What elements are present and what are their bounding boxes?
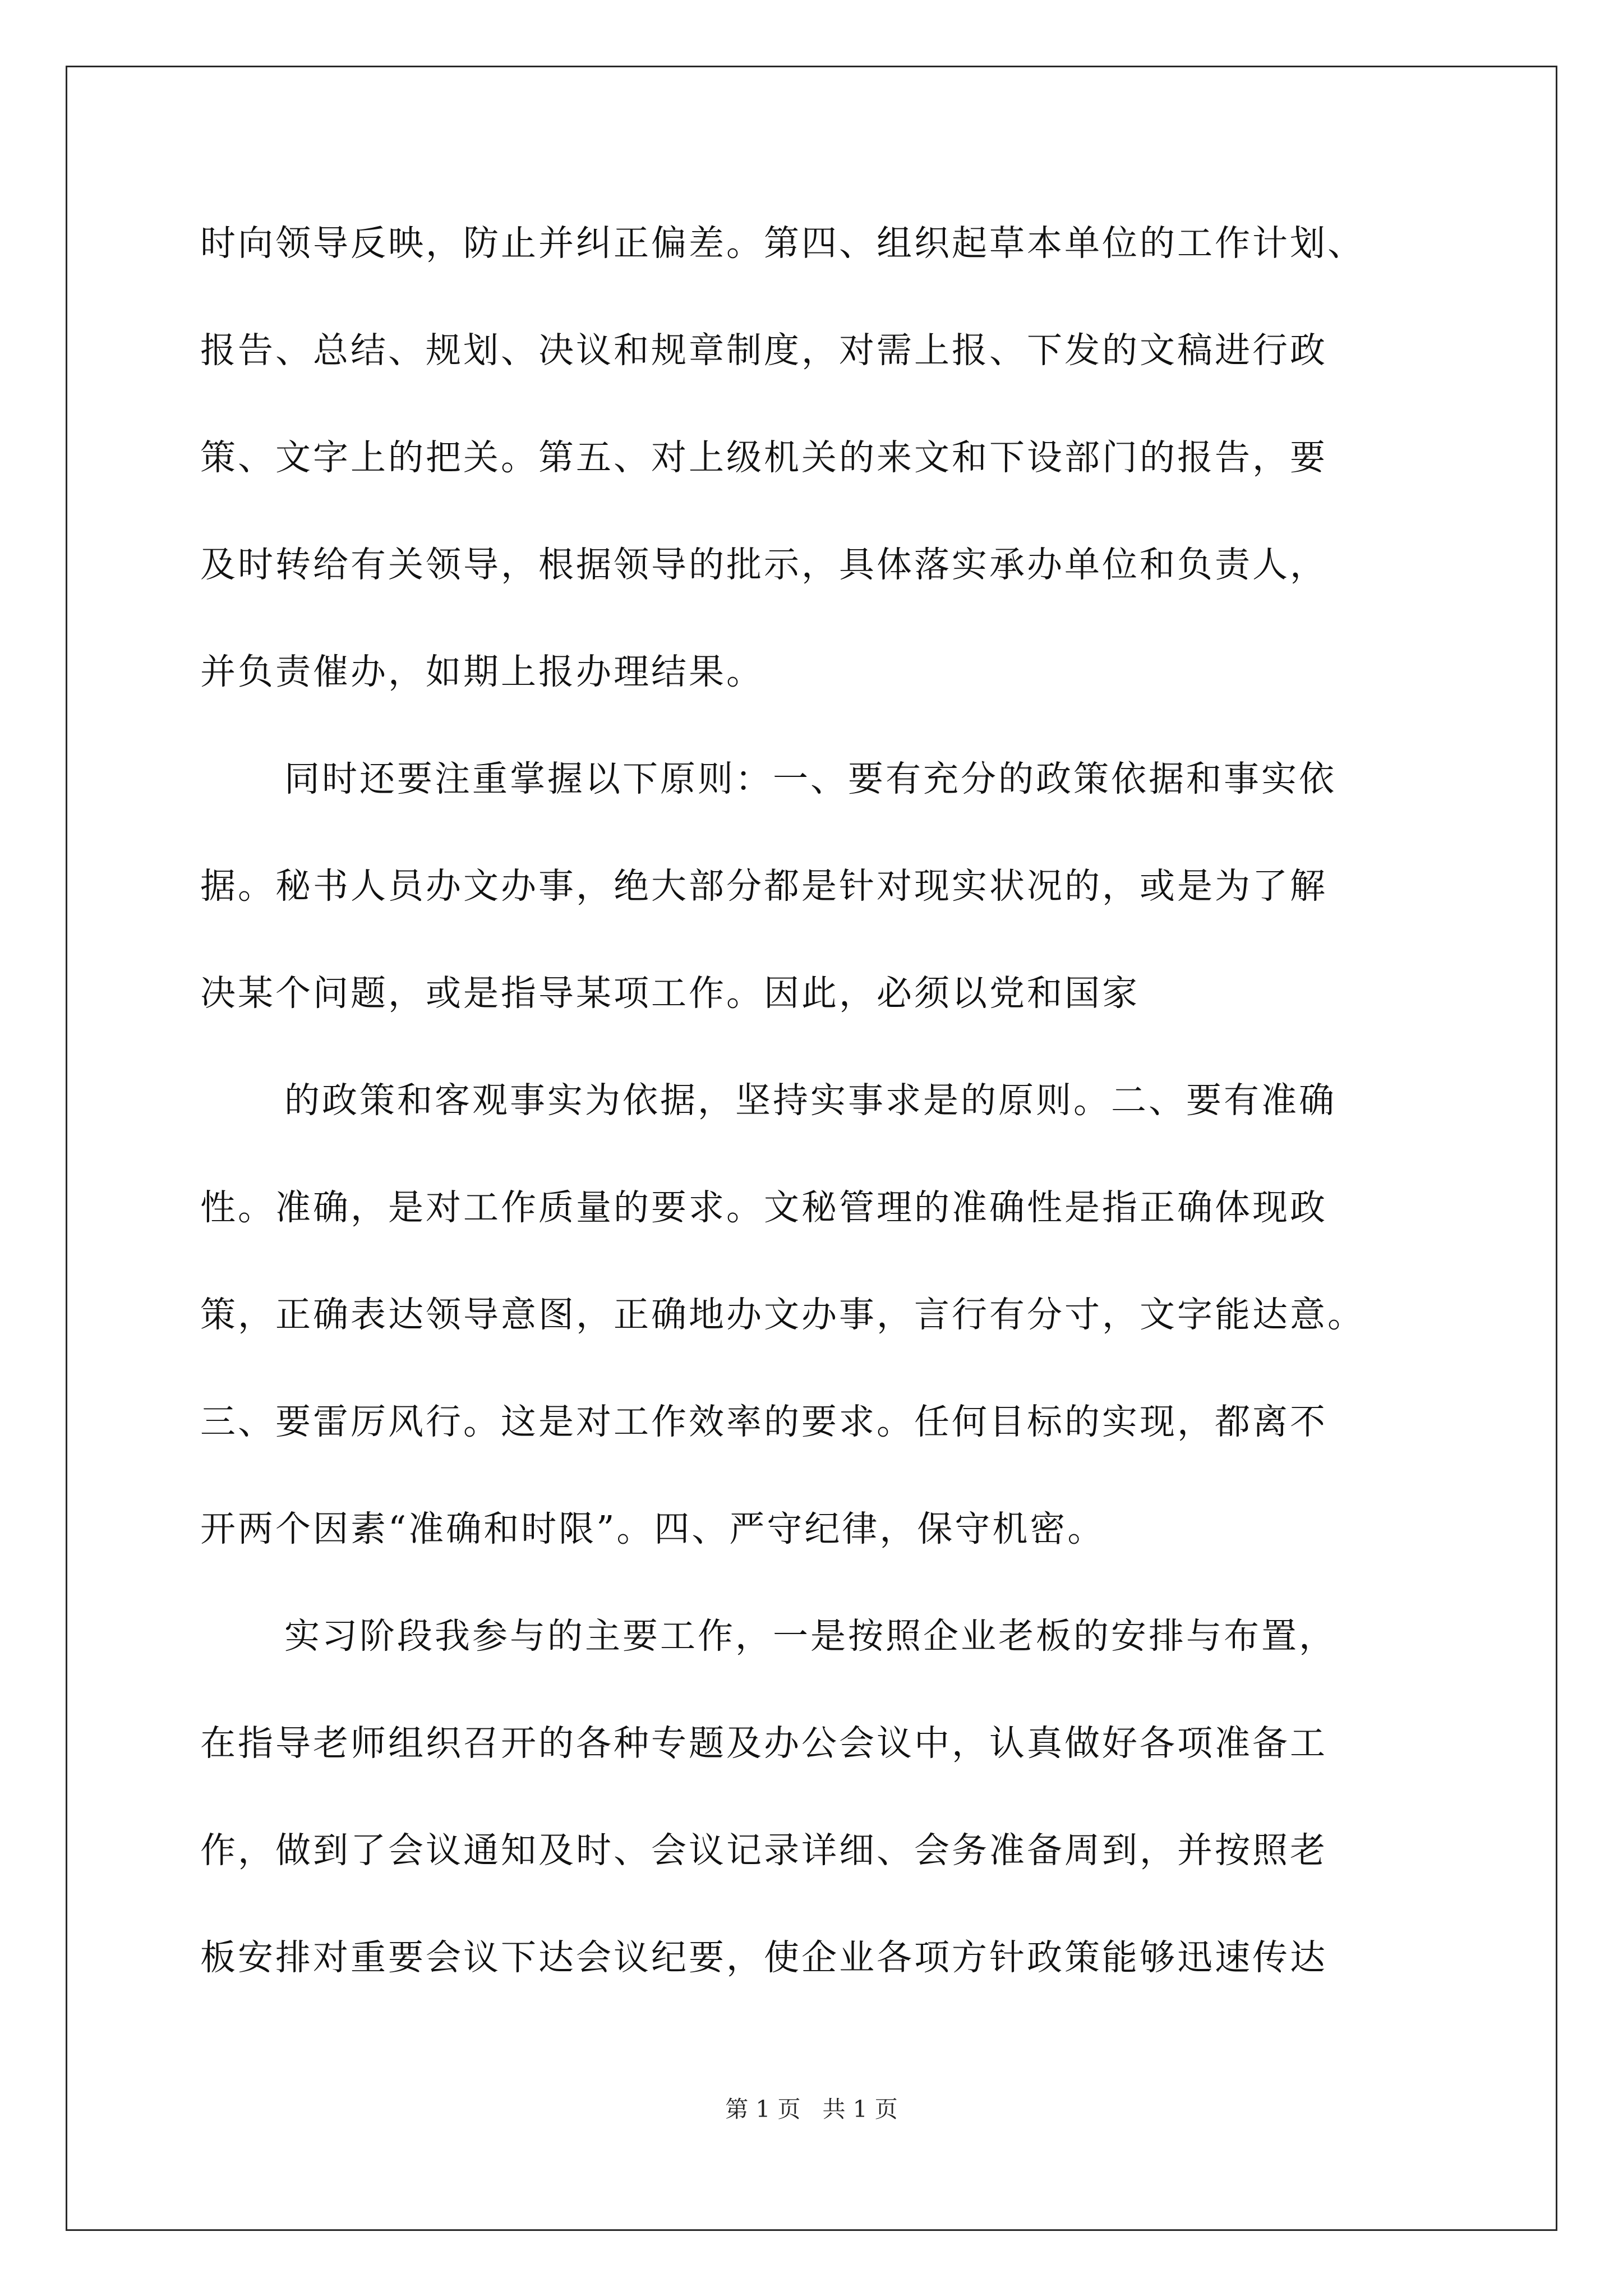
paragraph-line: 作，做到了会议通知及时、会议记录详细、会务准备周到，并按照老 (200, 1830, 1327, 1871)
paragraph-line: 策、文字上的把关。第五、对上级机关的来文和下设部门的报告，要 (200, 437, 1327, 478)
paragraph-line: 性。准确，是对工作质量的要求。文秘管理的准确性是指正确体现政 (200, 1187, 1327, 1228)
page-border (66, 66, 1557, 2231)
paragraph-line: 的政策和客观事实为依据，坚持实事求是的原则。二、要有准确 (284, 1080, 1336, 1121)
paragraph-line: 同时还要注重掌握以下原则：一、要有充分的政策依据和事实依 (284, 758, 1336, 799)
paragraph-line: 决某个问题，或是指导某项工作。因此，必须以党和国家 (200, 973, 1140, 1014)
paragraph-line: 据。秘书人员办文办事，绝大部分都是针对现实状况的，或是为了解 (200, 866, 1327, 907)
paragraph-line: 板安排对重要会议下达会议纪要，使企业各项方针政策能够迅速传达 (200, 1937, 1327, 1978)
paragraph-line: 在指导老师组织召开的各种专题及办公会议中，认真做好各项准备工 (200, 1723, 1327, 1764)
paragraph-line: 及时转给有关领导，根据领导的批示，具体落实承办单位和负责人， (200, 544, 1327, 585)
paragraph-line: 时向领导反映，防止并纠正偏差。第四、组织起草本单位的工作计划、 (200, 223, 1365, 264)
paragraph-line: 报告、总结、规划、决议和规章制度，对需上报、下发的文稿进行政 (200, 330, 1327, 371)
paragraph-line: 并负责催办，如期上报办理结果。 (200, 651, 764, 692)
paragraph-line: 策，正确表达领导意图，正确地办文办事，言行有分寸，文字能达意。 (200, 1294, 1365, 1335)
paragraph-line: 开两个因素“准确和时限”。四、严守纪律，保守机密。 (200, 1508, 1105, 1549)
paragraph-line: 实习阶段我参与的主要工作，一是按照企业老板的安排与布置， (284, 1616, 1336, 1657)
page-footer: 第 1 页 共 1 页 (725, 2096, 898, 2123)
paragraph-line: 三、要雷厉风行。这是对工作效率的要求。任何目标的实现，都离不 (200, 1401, 1327, 1442)
